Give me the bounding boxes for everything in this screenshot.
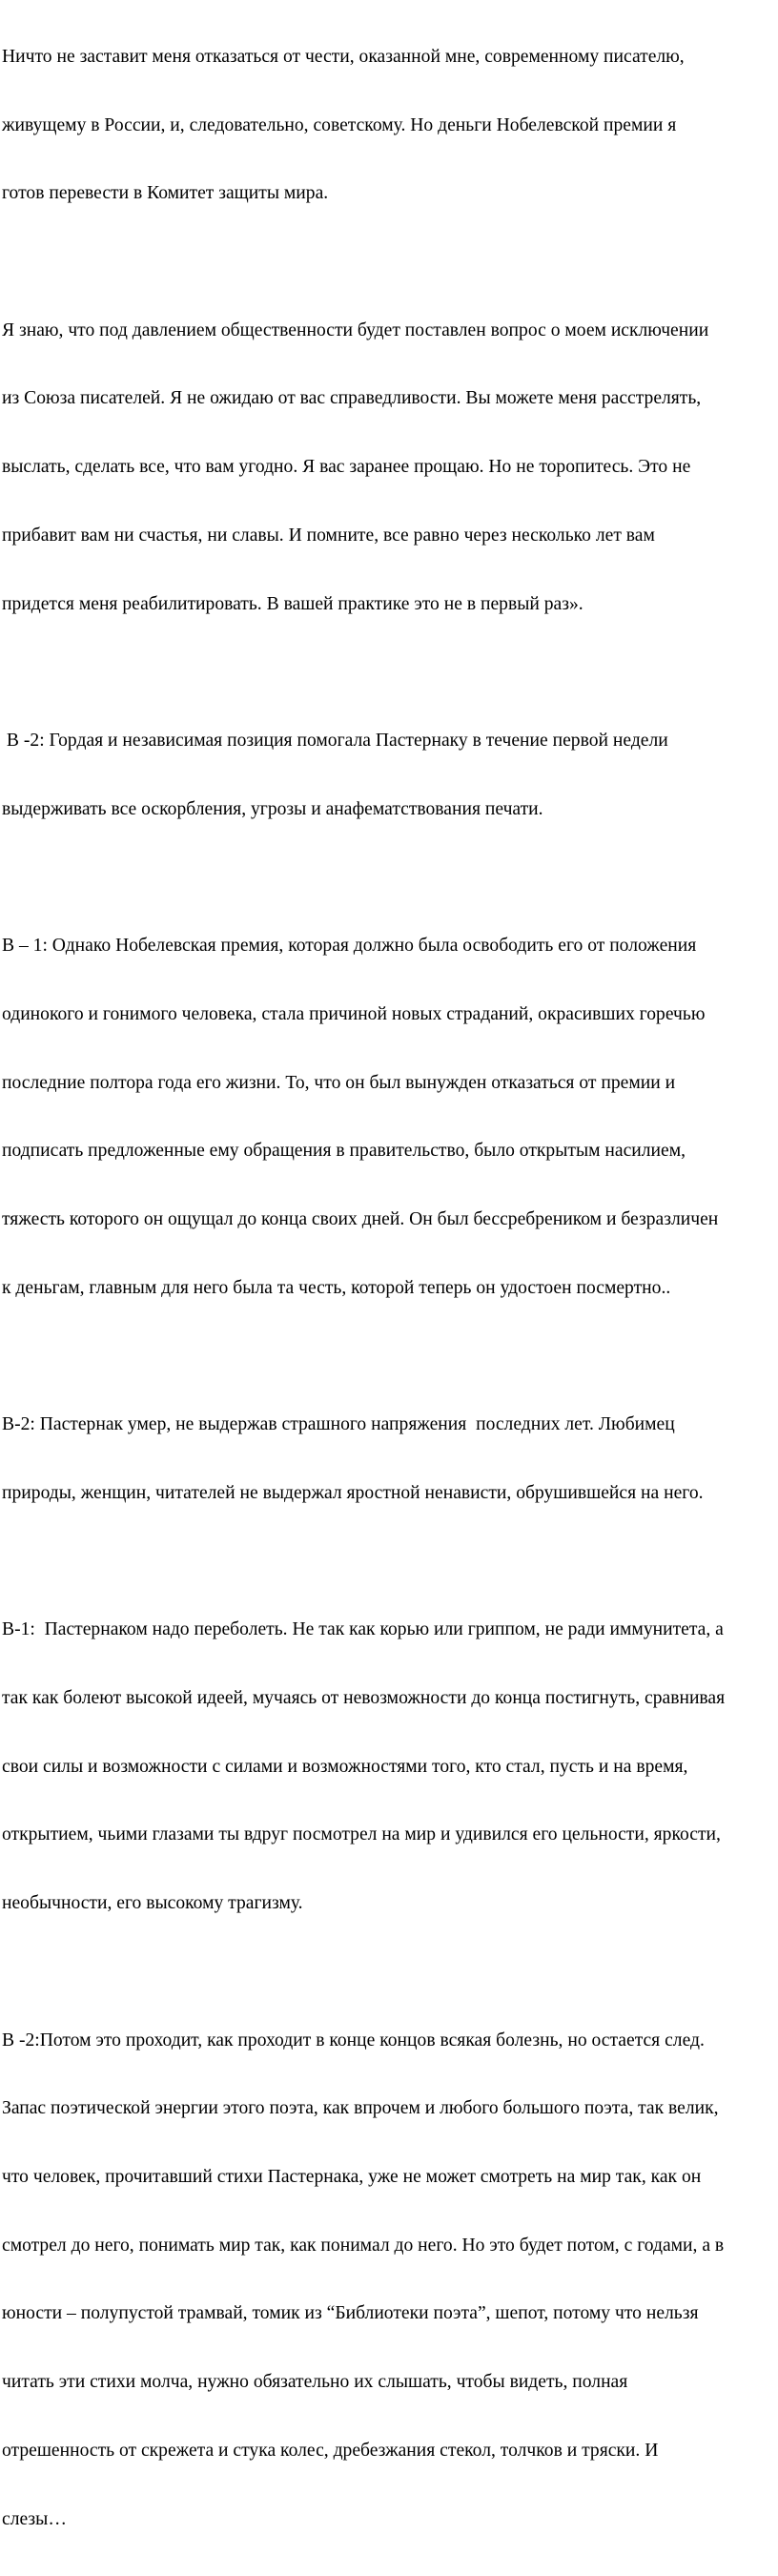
paragraph-7 bbox=[2, 1984, 774, 2576]
text-line: В-2: Пастернак умер, не выдержав страшного напряжения последних лет. Любимец bbox=[2, 1414, 675, 1435]
text-line: В -2: Гордая и независимая позиция помогала Пастернаку в течение первой недели bbox=[2, 730, 668, 751]
text-line: к деньгам, главным для него была та честь, которой теперь он удостоен посмертно.. bbox=[2, 1277, 671, 1298]
text-line: последние полтора года его жизни. То, что он был вынужден отказаться от премии и bbox=[2, 1072, 676, 1093]
text-line: из Союза писателей. Я не ожидаю от вас справедливости. Вы можете меня расстрелять, bbox=[2, 388, 702, 409]
text-line: В-1: Пастернаком надо переболеть. Не так как корью или гриппом, не ради иммунитета, а bbox=[2, 1619, 724, 1640]
text-line: одинокого и гонимого человека, стала причиной новых страданий, окрасивших горечью bbox=[2, 1003, 706, 1024]
text-line: придется меня реабилитировать. В вашей практике это не в первый раз». bbox=[2, 593, 584, 614]
paragraph-3 bbox=[2, 684, 774, 866]
paragraph-2 bbox=[2, 274, 774, 661]
paragraph-4 bbox=[2, 889, 774, 1345]
text-line: живущему в России, и, следовательно, советскому. Но деньги Нобелевской премии я bbox=[2, 114, 677, 135]
text-line: прибавит вам ни счастья, ни славы. И помните, все равно через несколько лет вам bbox=[2, 525, 655, 546]
text-line: Я знаю, что под давлением общественности будет поставлен вопрос о моем исключении bbox=[2, 319, 709, 340]
text-line: природы, женщин, читателей не выдержал яростной ненависти, обрушившейся на него. bbox=[2, 1482, 704, 1503]
text-line: так как болеют высокой идеей, мучаясь от невозможности до конца постигнуть, сравнивая bbox=[2, 1687, 726, 1708]
text-line: что человек, прочитавший стихи Пастернака, уже не может смотреть на мир так, как он bbox=[2, 2167, 702, 2187]
text-line: необычности, его высокому трагизму. bbox=[2, 1893, 303, 1914]
text-line: открытием, чьими глазами ты вдруг посмотрел на мир и удивился его цельности, яркости, bbox=[2, 1824, 721, 1845]
text-line: готов перевести в Комитет защиты мира. bbox=[2, 183, 329, 204]
text-line: В – 1: Однако Нобелевская премия, которая должно была освободить его от положения bbox=[2, 936, 697, 957]
text-line: выдерживать все оскорбления, угрозы и анафематствования печати. bbox=[2, 798, 543, 819]
text-line: отрешенность от скрежета и стука колес, дребезжания стекол, толчков и тряски. И bbox=[2, 2440, 659, 2461]
text-line: Ничто не заставит меня отказаться от чести, оказанной мне, современному писателю, bbox=[2, 46, 685, 67]
text-line: подписать предложенные ему обращения в правительство, было открытым насилием, bbox=[2, 1141, 686, 1162]
text-line: тяжесть которого он ощущал до конца своих дней. Он был бессребреником и безразличен bbox=[2, 1208, 719, 1229]
paragraph-5 bbox=[2, 1368, 774, 1550]
text-line: выслать, сделать все, что вам угодно. Я вас заранее прощаю. Но не торопитесь. Это не bbox=[2, 457, 691, 478]
text-line: юности – полупустой трамвай, томик из “Библиотеки поэта”, шепот, потому что нельзя bbox=[2, 2303, 699, 2324]
text-line: смотрел до него, понимать мир так, как понимал до него. Но это будет потом, с годами, а в bbox=[2, 2235, 725, 2256]
paragraph-1 bbox=[2, 0, 774, 251]
text-line: читать эти стихи молча, нужно обязательно их слышать, чтобы видеть, полная bbox=[2, 2372, 628, 2393]
text-line: свои силы и возможности с силами и возможностями того, кто стал, пусть и на время, bbox=[2, 1756, 688, 1777]
text-line: В -2:Потом это проходит, как проходит в конце концов всякая болезнь, но остается след. bbox=[2, 2030, 705, 2050]
paragraph-6 bbox=[2, 1573, 774, 1960]
text-line: слезы… bbox=[2, 2508, 67, 2529]
text-line: Запас поэтической энергии этого поэта, как впрочем и любого большого поэта, так велик, bbox=[2, 2098, 719, 2119]
